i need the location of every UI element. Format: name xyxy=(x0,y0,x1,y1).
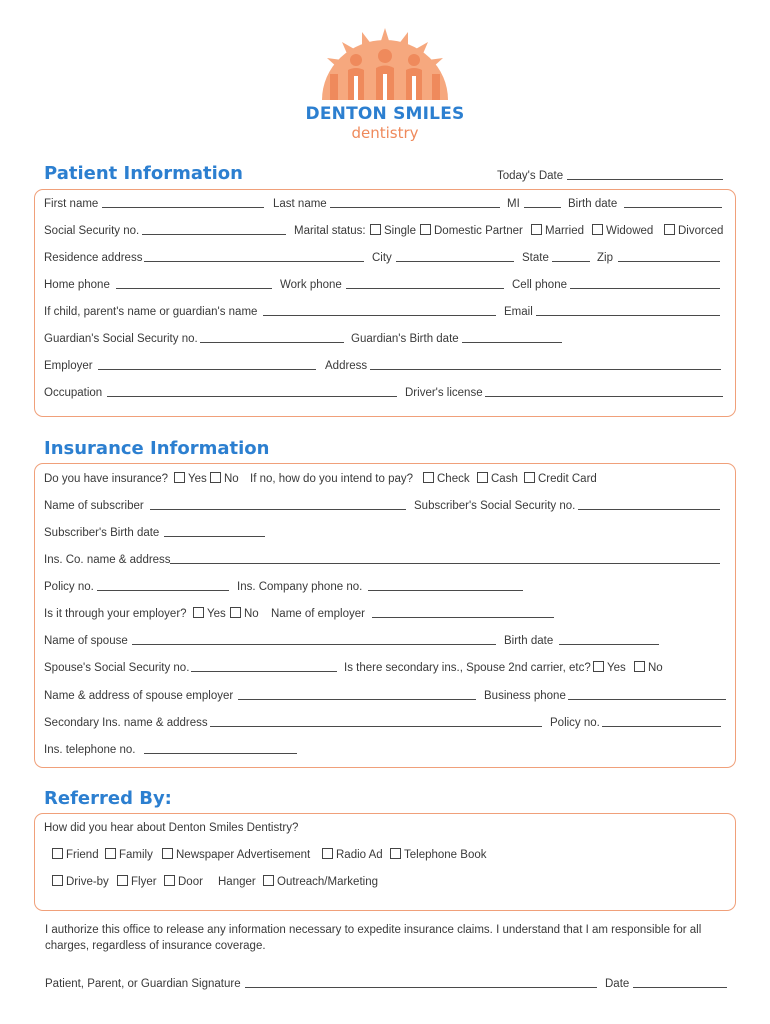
checkbox-icon[interactable] xyxy=(322,848,333,859)
secondary-question-label: Is there secondary ins., Spouse 2nd carrier, etc? xyxy=(344,662,591,674)
mi-field[interactable] xyxy=(524,207,561,208)
marital-divorced-option[interactable]: Divorced xyxy=(664,223,723,239)
spouse-birth-label: Birth date xyxy=(504,635,554,647)
referred-hanger-label: Hanger xyxy=(218,876,256,888)
authorization-line-2: charges, regardless of insurance coverage. xyxy=(45,940,266,952)
checkbox-icon[interactable] xyxy=(477,472,488,483)
spouse-ssn-label: Spouse's Social Security no. xyxy=(44,662,190,674)
employer-yes-option[interactable]: Yes xyxy=(193,606,226,622)
todays-date-label: Today's Date xyxy=(497,170,564,182)
spouse-name-field[interactable] xyxy=(132,644,496,645)
referred-question: How did you hear about Denton Smiles Dentistry? xyxy=(44,822,299,834)
city-label: City xyxy=(372,252,392,264)
referred-telephone-book-option[interactable]: Telephone Book xyxy=(390,847,486,863)
birth-date-field[interactable] xyxy=(624,207,722,208)
subscriber-name-label: Name of subscriber xyxy=(44,500,144,512)
guardian-birth-label: Guardian's Birth date xyxy=(351,333,459,345)
checkbox-icon[interactable] xyxy=(164,875,175,886)
insurance-section-title: Insurance Information xyxy=(44,438,270,459)
subscriber-ssn-field[interactable] xyxy=(578,509,720,510)
residence-field[interactable] xyxy=(144,261,364,262)
name-of-employer-label: Name of employer xyxy=(271,608,365,620)
checkbox-icon[interactable] xyxy=(390,848,401,859)
checkbox-icon[interactable] xyxy=(592,224,603,235)
spouse-ssn-field[interactable] xyxy=(191,671,337,672)
checkbox-icon[interactable] xyxy=(531,224,542,235)
checkbox-icon[interactable] xyxy=(420,224,431,235)
address-label: Address xyxy=(325,360,368,372)
insurance-yes-option[interactable]: Yes xyxy=(174,471,207,487)
ins-co-phone-label: Ins. Company phone no. xyxy=(237,581,363,593)
marital-widowed-option[interactable]: Widowed xyxy=(592,223,653,239)
ssn-label: Social Security no. xyxy=(44,225,140,237)
guardian-ssn-label: Guardian's Social Security no. xyxy=(44,333,198,345)
ins-co-name-field[interactable] xyxy=(170,563,720,564)
business-phone-label: Business phone xyxy=(484,690,566,702)
authorization-line-1: I authorize this office to release any information necessary to expedite insurance claims. I understand that I am responsible for all xyxy=(45,924,702,936)
business-phone-field[interactable] xyxy=(568,699,726,700)
address-field[interactable] xyxy=(370,369,721,370)
ins-phone-label: Ins. telephone no. xyxy=(44,744,136,756)
spouse-birth-field[interactable] xyxy=(559,644,659,645)
state-label: State xyxy=(522,252,549,264)
patient-section-title: Patient Information xyxy=(44,163,243,184)
mi-label: MI xyxy=(507,198,520,210)
referred-family-option[interactable]: Family xyxy=(105,847,153,863)
secondary-policy-field[interactable] xyxy=(602,726,721,727)
occupation-label: Occupation xyxy=(44,387,103,399)
work-phone-label: Work phone xyxy=(280,279,342,291)
employer-field[interactable] xyxy=(98,369,316,370)
spouse-employer-field[interactable] xyxy=(238,699,476,700)
signature-label: Patient, Parent, or Guardian Signature xyxy=(45,978,241,990)
city-field[interactable] xyxy=(396,261,514,262)
employer-no-option[interactable]: No xyxy=(230,606,259,622)
checkbox-icon[interactable] xyxy=(423,472,434,483)
ins-co-name-label: Ins. Co. name & address xyxy=(44,554,171,566)
guardian-name-label: If child, parent's name or guardian's name xyxy=(44,306,258,318)
subscriber-ssn-label: Subscriber's Social Security no. xyxy=(414,500,576,512)
drivers-license-field[interactable] xyxy=(485,396,723,397)
subscriber-birth-label: Subscriber's Birth date xyxy=(44,527,160,539)
first-name-label: First name xyxy=(44,198,99,210)
through-employer-label: Is it through your employer? xyxy=(44,608,187,620)
spouse-employer-label: Name & address of spouse employer xyxy=(44,690,234,702)
signature-date-label: Date xyxy=(605,978,630,990)
if-no-pay-label: If no, how do you intend to pay? xyxy=(250,473,414,485)
checkbox-icon[interactable] xyxy=(524,472,535,483)
cell-phone-field[interactable] xyxy=(570,288,720,289)
birth-date-label: Birth date xyxy=(568,198,618,210)
checkbox-icon[interactable] xyxy=(230,607,241,618)
employer-label: Employer xyxy=(44,360,93,372)
zip-label: Zip xyxy=(597,252,613,264)
ins-co-phone-field[interactable] xyxy=(368,590,523,591)
checkbox-icon[interactable] xyxy=(193,607,204,618)
referred-outreach-option[interactable]: Outreach/Marketing xyxy=(263,874,378,890)
drivers-license-label: Driver's license xyxy=(405,387,483,399)
spouse-name-label: Name of spouse xyxy=(44,635,128,647)
referred-newspaper-option[interactable]: Newspaper Advertisement xyxy=(162,847,310,863)
insurance-no-option[interactable]: No xyxy=(210,471,239,487)
pay-cash-option[interactable]: Cash xyxy=(477,471,518,487)
brand-subtitle: dentistry xyxy=(351,124,419,142)
secondary-yes-option[interactable]: Yes xyxy=(593,660,626,676)
last-name-label: Last name xyxy=(273,198,327,210)
marital-domestic-partner-option[interactable]: Domestic Partner xyxy=(420,223,523,239)
referred-section-title: Referred By: xyxy=(44,788,172,809)
brand-name: DENTON SMILES xyxy=(305,104,465,124)
have-insurance-label: Do you have insurance? xyxy=(44,473,169,485)
checkbox-icon[interactable] xyxy=(664,224,675,235)
guardian-birth-field[interactable] xyxy=(462,342,562,343)
subscriber-birth-field[interactable] xyxy=(164,536,265,537)
residence-label: Residence address xyxy=(44,252,143,264)
subscriber-name-field[interactable] xyxy=(150,509,406,510)
checkbox-icon[interactable] xyxy=(263,875,274,886)
referred-drive-by-option[interactable]: Drive-by xyxy=(52,874,109,890)
logo xyxy=(300,26,470,148)
checkbox-icon[interactable] xyxy=(52,875,63,886)
email-field[interactable] xyxy=(536,315,720,316)
home-phone-label: Home phone xyxy=(44,279,110,291)
home-phone-field[interactable] xyxy=(116,288,272,289)
work-phone-field[interactable] xyxy=(346,288,504,289)
zip-field[interactable] xyxy=(618,261,720,262)
referred-flyer-option[interactable]: Flyer xyxy=(117,874,157,890)
checkbox-icon[interactable] xyxy=(162,848,173,859)
checkbox-icon[interactable] xyxy=(593,661,604,672)
pay-check-option[interactable]: Check xyxy=(423,471,470,487)
last-name-field[interactable] xyxy=(330,207,500,208)
checkbox-icon[interactable] xyxy=(210,472,221,483)
checkbox-icon[interactable] xyxy=(634,661,645,672)
checkbox-icon[interactable] xyxy=(105,848,116,859)
occupation-field[interactable] xyxy=(107,396,397,397)
guardian-name-field[interactable] xyxy=(263,315,496,316)
marital-married-option[interactable]: Married xyxy=(531,223,584,239)
secondary-ins-label: Secondary Ins. name & address xyxy=(44,717,208,729)
checkbox-icon[interactable] xyxy=(370,224,381,235)
signature-date-field[interactable] xyxy=(633,987,727,988)
referred-radio-option[interactable]: Radio Ad xyxy=(322,847,383,863)
todays-date-field[interactable] xyxy=(567,179,723,180)
cell-phone-label: Cell phone xyxy=(512,279,567,291)
state-field[interactable] xyxy=(552,261,590,262)
secondary-policy-label: Policy no. xyxy=(550,717,600,729)
referred-friend-option[interactable]: Friend xyxy=(52,847,99,863)
secondary-ins-field[interactable] xyxy=(210,726,542,727)
sun-logo-icon xyxy=(300,26,470,106)
ssn-field[interactable] xyxy=(142,234,286,235)
signature-field[interactable] xyxy=(245,987,597,988)
checkbox-icon[interactable] xyxy=(117,875,128,886)
authorization-text xyxy=(45,922,725,954)
name-of-employer-field[interactable] xyxy=(372,617,554,618)
marital-status-label: Marital status: xyxy=(294,225,366,237)
email-label: Email xyxy=(504,306,533,318)
checkbox-icon[interactable] xyxy=(174,472,185,483)
marital-single-option[interactable]: Single xyxy=(370,223,416,239)
secondary-no-option[interactable]: No xyxy=(634,660,663,676)
policy-no-label: Policy no. xyxy=(44,581,94,593)
guardian-ssn-field[interactable] xyxy=(200,342,344,343)
ins-phone-field[interactable] xyxy=(144,753,297,754)
referred-door-option[interactable]: Door xyxy=(164,874,203,890)
policy-no-field[interactable] xyxy=(97,590,229,591)
pay-credit-card-option[interactable]: Credit Card xyxy=(524,471,597,487)
checkbox-icon[interactable] xyxy=(52,848,63,859)
first-name-field[interactable] xyxy=(102,207,264,208)
